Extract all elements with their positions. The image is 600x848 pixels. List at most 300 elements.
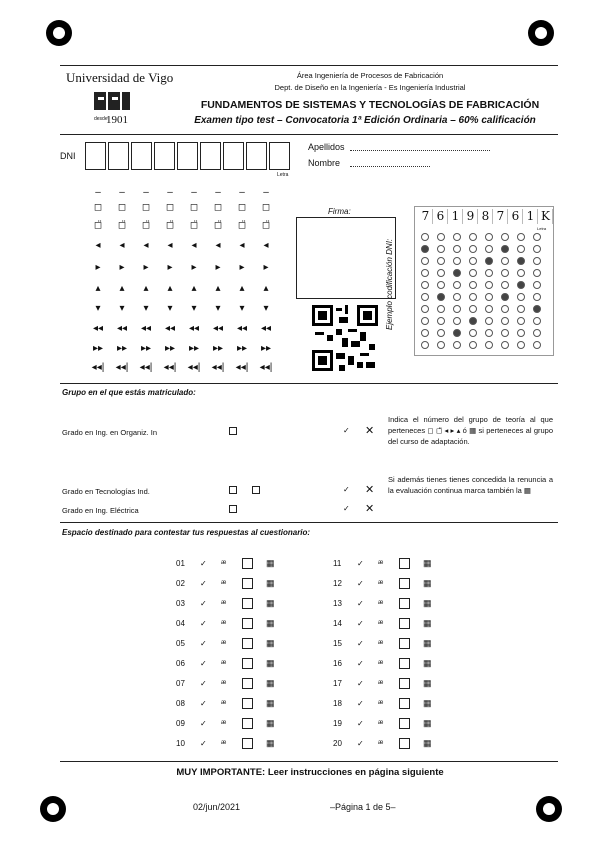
example-bubble <box>453 281 461 289</box>
check-icon[interactable]: ✓ <box>200 579 207 588</box>
example-bubble <box>517 269 525 277</box>
example-bubble <box>453 245 461 253</box>
dni-symbol-cell[interactable]: ▴ <box>215 283 221 294</box>
example-bubble <box>437 329 445 337</box>
dni-symbol-cell[interactable]: ▸ <box>119 262 125 273</box>
answer-box[interactable] <box>242 718 253 729</box>
example-bubble <box>453 317 461 325</box>
dni-symbol-cell[interactable]: ▸▸ <box>188 343 200 354</box>
dni-symbol-cell[interactable]: ▾ <box>191 303 197 314</box>
example-bubble <box>437 305 445 313</box>
dni-digit-box[interactable] <box>85 142 106 170</box>
dni-symbol-cell[interactable]: ◂ <box>167 240 173 251</box>
example-digit: 7 <box>494 209 508 224</box>
example-bubble <box>533 341 541 349</box>
dni-symbol-cell[interactable]: ◂◂ <box>260 323 272 334</box>
example-bubble <box>517 245 525 253</box>
dni-symbol-cell[interactable]: ◻̈ <box>141 220 151 231</box>
group-note: Indica el número del grupo de teoría al que perteneces ◻ ◻̈ ◂ ▸ ▴ ó ▦ si perteneces al grupo del curso de adaptación. <box>388 415 553 446</box>
dni-symbol-cell[interactable]: ◂ <box>239 240 245 251</box>
blank-option-icon[interactable]: ▦ <box>266 718 275 728</box>
registration-mark-top-right <box>528 20 554 46</box>
blank-option-icon[interactable]: ▦ <box>266 618 275 628</box>
check-icon: ✓ <box>343 426 350 435</box>
example-bubble <box>453 257 461 265</box>
dni-symbol-cell[interactable]: ▴ <box>239 283 245 294</box>
example-bubble <box>501 233 509 241</box>
check-icon[interactable]: ✓ <box>357 659 364 668</box>
dni-symbol-cell[interactable]: ▾ <box>239 303 245 314</box>
check-icon[interactable]: ✓ <box>200 619 207 628</box>
example-bubble <box>437 317 445 325</box>
check-icon[interactable]: ✓ <box>200 679 207 688</box>
option-icon[interactable]: æ <box>221 620 227 626</box>
dni-symbol-cell[interactable]: ◂◂ <box>92 323 104 334</box>
question-number: 04 <box>176 619 185 628</box>
answer-box[interactable] <box>242 558 253 569</box>
dni-symbol-cell[interactable]: ▴ <box>119 283 125 294</box>
example-bubble <box>469 341 477 349</box>
answer-box[interactable] <box>242 738 253 749</box>
dni-symbol-cell[interactable]: ▸ <box>263 262 269 273</box>
name-label: Nombre <box>308 158 341 168</box>
dni-symbol-cell[interactable]: ◻̈ <box>165 220 175 231</box>
blank-option-icon[interactable]: ▦ <box>423 558 432 568</box>
example-bubble <box>421 341 429 349</box>
dni-symbol-cell[interactable]: – <box>191 187 197 198</box>
dni-digit-box[interactable] <box>246 142 267 170</box>
dni-symbol-cell[interactable]: ◻̈ <box>213 220 223 231</box>
question-number: 15 <box>333 639 342 648</box>
example-digit: 7 <box>419 209 433 224</box>
example-bubble <box>485 233 493 241</box>
check-icon[interactable]: ✓ <box>357 739 364 748</box>
example-bubble <box>501 317 509 325</box>
example-bubble <box>533 257 541 265</box>
example-bubble <box>501 257 509 265</box>
dni-symbol-cell[interactable]: ◂◂| <box>187 362 201 373</box>
example-bubble <box>485 305 493 313</box>
check-icon[interactable]: ✓ <box>200 719 207 728</box>
blank-option-icon[interactable]: ▦ <box>266 738 275 748</box>
answer-box[interactable] <box>399 718 410 729</box>
option-icon[interactable]: æ <box>378 680 384 686</box>
example-bubble <box>533 305 541 313</box>
dni-symbol-cell[interactable]: ▸▸ <box>92 343 104 354</box>
example-bubble <box>533 233 541 241</box>
question-number: 01 <box>176 559 185 568</box>
group-row-label: Grado en Tecnologías Ind. <box>62 487 150 496</box>
dni-digit-box[interactable] <box>269 142 290 170</box>
dni-symbol-cell[interactable]: ◻ <box>189 202 199 213</box>
dni-symbol-cell[interactable]: ◂◂| <box>115 362 129 373</box>
check-icon[interactable]: ✓ <box>200 659 207 668</box>
answer-box[interactable] <box>242 638 253 649</box>
blank-option-icon[interactable]: ▦ <box>266 638 275 648</box>
dni-digit-box[interactable] <box>108 142 129 170</box>
example-bubble <box>469 305 477 313</box>
signature-label: Firma: <box>328 207 351 216</box>
question-number: 02 <box>176 579 185 588</box>
example-bubble <box>533 317 541 325</box>
check-icon[interactable]: ✓ <box>357 639 364 648</box>
example-bubble <box>453 269 461 277</box>
example-bubble <box>469 329 477 337</box>
signature-box[interactable] <box>296 217 396 299</box>
example-bubble <box>453 305 461 313</box>
example-bubble <box>421 305 429 313</box>
dni-symbol-cell[interactable]: ▴ <box>143 283 149 294</box>
answer-box[interactable] <box>399 558 410 569</box>
footer-page: –Página 1 de 5– <box>330 802 396 812</box>
example-bubble <box>437 245 445 253</box>
eei-logo: desde 1901 <box>92 90 136 128</box>
option-icon[interactable]: æ <box>221 720 227 726</box>
dni-symbol-cell[interactable]: ▸ <box>143 262 149 273</box>
dni-symbol-cell[interactable]: ▴ <box>191 283 197 294</box>
dni-symbol-cell[interactable]: ▾ <box>215 303 221 314</box>
dni-symbol-cell[interactable]: ◂◂ <box>116 323 128 334</box>
group-checkbox[interactable] <box>229 427 237 435</box>
blank-option-icon[interactable]: ▦ <box>266 578 275 588</box>
check-icon[interactable]: ✓ <box>357 559 364 568</box>
question-number: 08 <box>176 699 185 708</box>
check-icon[interactable]: ✓ <box>200 559 207 568</box>
example-bubble <box>501 281 509 289</box>
example-bubble <box>437 341 445 349</box>
check-icon[interactable]: ✓ <box>200 639 207 648</box>
dni-symbol-cell[interactable]: ▸▸ <box>140 343 152 354</box>
question-number: 07 <box>176 679 185 688</box>
blank-option-icon[interactable]: ▦ <box>423 698 432 708</box>
example-bubble <box>485 317 493 325</box>
question-number: 10 <box>176 739 185 748</box>
blank-option-icon[interactable]: ▦ <box>266 678 275 688</box>
option-icon[interactable]: æ <box>221 640 227 646</box>
answer-box[interactable] <box>242 678 253 689</box>
blank-option-icon[interactable]: ▦ <box>266 698 275 708</box>
example-bubble <box>453 293 461 301</box>
dni-symbol-cell[interactable]: ▸▸ <box>260 343 272 354</box>
blank-option-icon[interactable]: ▦ <box>423 598 432 608</box>
dni-symbol-cell[interactable]: ◂◂ <box>236 323 248 334</box>
example-bubble <box>485 269 493 277</box>
example-bubble <box>453 329 461 337</box>
answer-box[interactable] <box>242 598 253 609</box>
cross-icon: ✕ <box>365 425 375 437</box>
answers-heading: Espacio destinado para contestar tus respuestas al cuestionario: <box>62 528 311 537</box>
dni-symbol-cell[interactable]: ◂ <box>119 240 125 251</box>
dni-digit-box[interactable] <box>131 142 152 170</box>
example-digit: 1 <box>524 209 538 224</box>
question-number: 19 <box>333 719 342 728</box>
question-number: 12 <box>333 579 342 588</box>
dni-symbol-cell[interactable]: ◂◂| <box>235 362 249 373</box>
example-bubble <box>469 245 477 253</box>
dni-symbol-cell[interactable]: ◂◂| <box>139 362 153 373</box>
example-bubble <box>437 233 445 241</box>
answer-box[interactable] <box>242 698 253 709</box>
blank-option-icon[interactable]: ▦ <box>423 738 432 748</box>
dni-symbol-cell[interactable]: ▸ <box>215 262 221 273</box>
dni-symbol-cell[interactable]: ▾ <box>143 303 149 314</box>
example-bubble <box>421 245 429 253</box>
dni-symbol-cell[interactable]: ▾ <box>95 303 101 314</box>
check-icon[interactable]: ✓ <box>357 719 364 728</box>
example-bubble <box>437 269 445 277</box>
option-icon[interactable]: æ <box>378 740 384 746</box>
question-number: 14 <box>333 619 342 628</box>
example-bubble <box>485 281 493 289</box>
example-bubble <box>533 329 541 337</box>
dni-symbol-cell[interactable]: – <box>215 187 221 198</box>
option-icon[interactable]: æ <box>378 620 384 626</box>
option-icon[interactable]: æ <box>221 560 227 566</box>
dni-symbol-cell[interactable]: ▸▸ <box>116 343 128 354</box>
dni-symbol-cell[interactable]: ▸ <box>191 262 197 273</box>
question-number: 11 <box>333 559 342 568</box>
dni-symbol-cell[interactable]: ◂ <box>263 240 269 251</box>
example-bubble <box>517 317 525 325</box>
blank-option-icon[interactable]: ▦ <box>423 638 432 648</box>
example-bubble <box>421 257 429 265</box>
option-icon[interactable]: æ <box>378 660 384 666</box>
answer-box[interactable] <box>399 698 410 709</box>
dni-symbol-cell[interactable]: ▴ <box>167 283 173 294</box>
answer-box[interactable] <box>242 578 253 589</box>
dni-digit-box[interactable] <box>154 142 175 170</box>
answer-box[interactable] <box>399 738 410 749</box>
answer-box[interactable] <box>399 618 410 629</box>
example-bubble <box>517 257 525 265</box>
check-icon[interactable]: ✓ <box>357 599 364 608</box>
dni-symbol-cell[interactable]: ◻̈ <box>117 220 127 231</box>
dni-symbol-cell[interactable]: ▴ <box>263 283 269 294</box>
answer-box[interactable] <box>399 678 410 689</box>
dni-symbol-cell[interactable]: – <box>239 187 245 198</box>
dni-symbol-cell[interactable]: ◂◂| <box>163 362 177 373</box>
dni-symbol-cell[interactable]: ▸▸ <box>236 343 248 354</box>
example-digit: 9 <box>464 209 478 224</box>
example-bubble <box>517 293 525 301</box>
dni-symbol-cell[interactable]: ◻ <box>261 202 271 213</box>
example-bubble <box>485 293 493 301</box>
answer-box[interactable] <box>399 578 410 589</box>
check-icon[interactable]: ✓ <box>357 699 364 708</box>
example-bubble <box>437 293 445 301</box>
example-bubble <box>421 281 429 289</box>
example-bubble <box>501 329 509 337</box>
name-field[interactable] <box>350 166 430 167</box>
dni-symbol-cell[interactable]: ◂ <box>95 240 101 251</box>
question-number: 20 <box>333 739 342 748</box>
example-bubble <box>453 233 461 241</box>
dni-symbol-cell[interactable]: ▸▸ <box>212 343 224 354</box>
question-number: 13 <box>333 599 342 608</box>
dni-symbol-cell[interactable]: ▸▸ <box>164 343 176 354</box>
option-icon[interactable]: æ <box>378 640 384 646</box>
check-icon: ✓ <box>343 504 350 513</box>
example-bubble <box>421 269 429 277</box>
answer-box[interactable] <box>399 658 410 669</box>
dni-symbol-cell[interactable]: ◂◂| <box>211 362 225 373</box>
group-heading: Grupo en el que estás matriculado: <box>62 388 196 397</box>
dni-digit-box[interactable] <box>223 142 244 170</box>
dni-letter-label: Letra <box>277 172 289 178</box>
dni-symbol-cell[interactable]: ▾ <box>263 303 269 314</box>
dni-symbol-cell[interactable]: ◂◂ <box>140 323 152 334</box>
registration-mark-bottom-right <box>536 796 562 822</box>
dni-digit-box[interactable] <box>200 142 221 170</box>
question-number: 03 <box>176 599 185 608</box>
example-bubble <box>469 293 477 301</box>
dni-symbol-cell[interactable]: ◂ <box>215 240 221 251</box>
example-bubble <box>485 245 493 253</box>
example-bubble <box>421 233 429 241</box>
dni-symbol-cell[interactable]: ◻ <box>117 202 127 213</box>
blank-option-icon[interactable]: ▦ <box>423 678 432 688</box>
dni-symbol-cell[interactable]: ◂◂ <box>188 323 200 334</box>
important-note: MUY IMPORTANTE: Leer instrucciones en página siguiente <box>176 767 444 778</box>
blank-option-icon[interactable]: ▦ <box>423 578 432 588</box>
check-icon[interactable]: ✓ <box>200 699 207 708</box>
dni-symbol-cell[interactable]: ◻̈ <box>237 220 247 231</box>
registration-mark-top-left <box>46 20 72 46</box>
qr-code <box>312 305 378 376</box>
dni-symbol-cell[interactable]: ◂◂| <box>259 362 273 373</box>
dni-symbol-cell[interactable]: ▾ <box>167 303 173 314</box>
example-bubble <box>501 269 509 277</box>
option-icon[interactable]: æ <box>378 580 384 586</box>
dni-digit-box[interactable] <box>177 142 198 170</box>
option-icon[interactable]: æ <box>221 740 227 746</box>
university-logo: Universidad de Vigo <box>66 70 174 85</box>
group-row-label: Grado en Ing. en Organiz. In <box>62 428 158 437</box>
dni-symbol-cell[interactable]: ◂ <box>191 240 197 251</box>
check-icon[interactable]: ✓ <box>357 579 364 588</box>
example-bubble <box>469 281 477 289</box>
question-number: 09 <box>176 719 185 728</box>
answer-box[interactable] <box>242 658 253 669</box>
example-bubble <box>437 281 445 289</box>
footer-date: 02/jun/2021 <box>193 802 241 812</box>
question-number: 17 <box>333 679 342 688</box>
option-icon[interactable]: æ <box>221 600 227 606</box>
example-dni-panel: 7 6 1 9 8 7 6 1 K Letra <box>414 206 554 356</box>
example-label: Ejemplo codificación DNI: <box>385 238 394 330</box>
dni-symbol-cell[interactable]: ◻ <box>93 202 103 213</box>
blank-option-icon[interactable]: ▦ <box>266 598 275 608</box>
example-bubble <box>485 329 493 337</box>
blank-option-icon[interactable]: ▦ <box>423 658 432 668</box>
example-bubble <box>437 257 445 265</box>
dni-symbol-cell[interactable]: ▸ <box>239 262 245 273</box>
dni-symbol-cell[interactable]: – <box>143 187 149 198</box>
option-icon[interactable]: æ <box>378 560 384 566</box>
dni-symbol-cell[interactable]: ◂◂| <box>91 362 105 373</box>
surname-label: Apellidos <box>308 142 345 152</box>
check-icon[interactable]: ✓ <box>357 679 364 688</box>
dni-symbol-cell[interactable]: – <box>119 187 125 198</box>
dni-symbol-cell[interactable]: ▾ <box>119 303 125 314</box>
answer-box[interactable] <box>242 618 253 629</box>
cross-icon: ✕ <box>365 484 375 496</box>
dni-symbol-cell[interactable]: – <box>263 187 269 198</box>
example-bubble <box>517 233 525 241</box>
example-digit: K <box>539 209 553 224</box>
option-icon[interactable]: æ <box>221 680 227 686</box>
question-number: 06 <box>176 659 185 668</box>
dni-symbol-cell[interactable]: – <box>167 187 173 198</box>
dni-symbol-cell[interactable]: ◻ <box>165 202 175 213</box>
dni-symbol-cell[interactable]: ◻̈ <box>93 220 103 231</box>
example-bubble <box>469 269 477 277</box>
dni-symbol-cell[interactable]: ◻ <box>237 202 247 213</box>
dni-symbol-cell[interactable]: – <box>95 187 101 198</box>
group-checkbox[interactable] <box>229 505 237 513</box>
dni-symbol-cell[interactable]: ▸ <box>95 262 101 273</box>
dni-symbol-cell[interactable]: ◂ <box>143 240 149 251</box>
example-bubble <box>421 317 429 325</box>
blank-option-icon[interactable]: ▦ <box>423 718 432 728</box>
example-bubble <box>501 293 509 301</box>
example-bubble <box>517 329 525 337</box>
option-icon[interactable]: æ <box>378 700 384 706</box>
check-icon: ✓ <box>343 485 350 494</box>
example-digit: 6 <box>434 209 448 224</box>
example-bubble <box>421 293 429 301</box>
check-icon[interactable]: ✓ <box>200 739 207 748</box>
dni-symbol-cell[interactable]: ◻ <box>213 202 223 213</box>
dni-label: DNI <box>60 151 76 161</box>
example-digit: 1 <box>449 209 463 224</box>
course-title: FUNDAMENTOS DE SISTEMAS Y TECNOLOGÍAS DE FABRICACIÓN <box>200 99 540 111</box>
example-digit: 8 <box>479 209 493 224</box>
group-checkbox[interactable] <box>252 486 260 494</box>
example-bubble <box>517 341 525 349</box>
check-icon[interactable]: ✓ <box>200 599 207 608</box>
surname-field[interactable] <box>350 150 490 151</box>
dni-symbol-cell[interactable]: ◂◂ <box>164 323 176 334</box>
blank-option-icon[interactable]: ▦ <box>266 558 275 568</box>
option-icon[interactable]: æ <box>221 660 227 666</box>
answer-box[interactable] <box>399 638 410 649</box>
answer-box[interactable] <box>399 598 410 609</box>
dni-symbol-cell[interactable]: ▴ <box>95 283 101 294</box>
dni-symbol-cell[interactable]: ◻̈ <box>261 220 271 231</box>
example-bubble <box>469 317 477 325</box>
dni-symbol-cell[interactable]: ◂◂ <box>212 323 224 334</box>
example-bubble <box>501 305 509 313</box>
example-bubble <box>453 341 461 349</box>
group-row-label: Grado en Ing. Eléctrica <box>62 506 139 515</box>
dni-symbol-cell[interactable]: ◻ <box>141 202 151 213</box>
option-icon[interactable]: æ <box>378 720 384 726</box>
option-icon[interactable]: æ <box>221 700 227 706</box>
option-icon[interactable]: æ <box>378 600 384 606</box>
example-bubble <box>501 245 509 253</box>
blank-option-icon[interactable]: ▦ <box>423 618 432 628</box>
blank-option-icon[interactable]: ▦ <box>266 658 275 668</box>
cross-icon: ✕ <box>365 503 375 515</box>
group-checkbox[interactable] <box>229 486 237 494</box>
dni-symbol-cell[interactable]: ◻̈ <box>189 220 199 231</box>
renuncia-note: Si además tienes tienes concedida la renuncia a la evaluación continua marca también la ▦ <box>388 475 553 495</box>
check-icon[interactable]: ✓ <box>357 619 364 628</box>
dni-symbol-cell[interactable]: ▸ <box>167 262 173 273</box>
example-bubble <box>533 269 541 277</box>
option-icon[interactable]: æ <box>221 580 227 586</box>
